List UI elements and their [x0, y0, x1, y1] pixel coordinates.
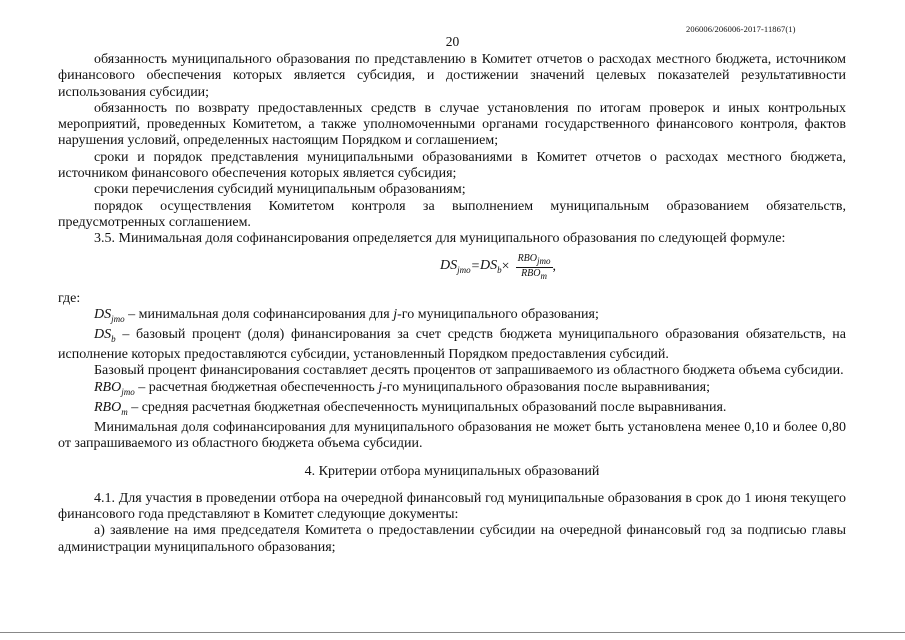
paragraph: Минимальная доля софинансирования для муниципального образования не может быть установлена менее 0,10 и более 0,80 от запрашиваемого из областного бюджета объема субсидии.: [58, 419, 846, 452]
section-heading: 4. Критерии отбора муниципальных образований: [304, 464, 600, 480]
paragraph: порядок осуществления Комитетом контроля за выполнением муниципальным образованием обязательств, предусмотренных соглашением.: [58, 198, 846, 230]
where-label: где:: [58, 290, 81, 306]
definition-rbom: $RBO_m$ – средняя расчетная бюджетная обеспеченность муниципальных образований после выравнивания.: [94, 399, 727, 417]
paragraph: обязанность муниципального образования по представлению в Комитет отчетов о расходах местного бюджета, источником финансового обеспечения которых является субсидия, и достижении значений целевых показателей результативности использования субсидии;: [58, 52, 846, 100]
paragraph: Базовый процент финансирования составляет десять процентов от запрашиваемого из областного бюджета объема субсидии.: [94, 363, 844, 379]
formula-fraction: [516, 253, 553, 282]
formula: [58, 251, 846, 285]
paragraph: а) заявление на имя председателя Комитета о предоставлении субсидии на очередной финансовый год за подписью главы администрации муниципального образования;: [58, 523, 846, 555]
document-id: 206006/206006-2017-11867(1): [686, 24, 796, 34]
fraction-numerator: $RBO_{jmo}$: [517, 253, 551, 267]
paragraph: обязанность по возврату предоставленных средств в случае установления по итогам проверок и иных контрольных мероприятий, проведенных Комитетом, а также уполномоченными органами государственного финансового контроля, фактов нарушения условий, определенных настоящим Порядком и соглашением;: [58, 100, 846, 149]
formula-lhs: $DS_{jmo}$: [439, 257, 471, 275]
bottom-divider: [0, 632, 905, 633]
paragraph: 3.5. Минимальная доля софинансирования определяется для муниципального образования по следующей формуле:: [94, 231, 786, 247]
formula-eq: =: [470, 259, 481, 275]
paragraph: сроки и порядок представления муниципальными образованиями в Комитет отчетов о расходах местного бюджета, источником финансового обеспечения которых является субсидия;: [58, 149, 846, 182]
definition-rbojmo: $RBO_{jmo}$ – расчетная бюджетная обеспеченность j-го муниципального образования после выравнивания;: [94, 379, 710, 397]
definition-dsb: $DS_b$ – базовый процент (доля) финансирования за счет средств бюджета муниципального образования обязательств, на исполнение которых предоставляются субсидии, установленный Порядком предоставления субсидий.: [58, 326, 846, 363]
document-body: [58, 52, 846, 556]
formula-ds: $DS_b$: [480, 257, 502, 275]
paragraph: 4.1. Для участия в проведении отбора на очередной финансовый год муниципальные образования в срок до 1 июня текущего финансового года представляют в Комитет следующие документы:: [58, 490, 846, 523]
definition-dsjmo: $DS_{jmo}$ – минимальная доля софинансирования для j-го муниципального образования;: [94, 306, 599, 324]
formula-tail: ,: [552, 259, 557, 275]
formula-times: ×: [501, 259, 510, 275]
fraction-denominator: $RBO_m$: [521, 268, 548, 282]
page-number: 20: [445, 34, 460, 49]
paragraph: сроки перечисления субсидий муниципальным образованиям;: [94, 182, 466, 198]
